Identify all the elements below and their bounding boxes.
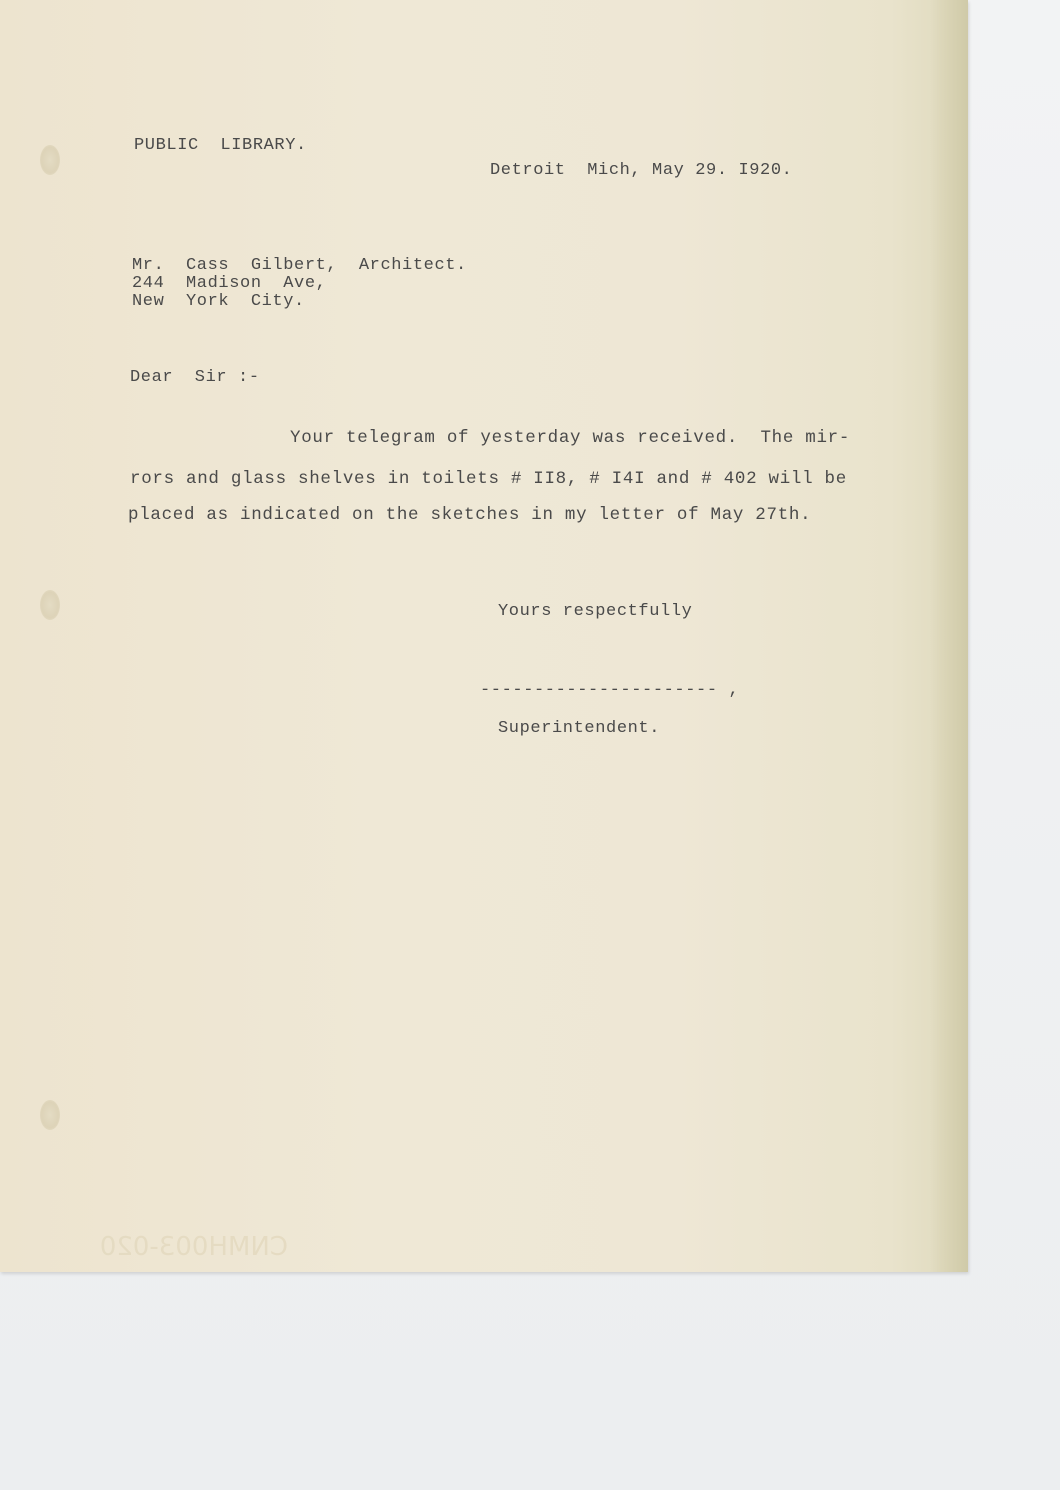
body-line-2: rors and glass shelves in toilets # II8, # I4I and # 402 will be	[130, 469, 847, 489]
body-line-3: placed as indicated on the sketches in my letter of May 27th.	[128, 505, 812, 525]
punch-hole-top	[40, 145, 60, 175]
signature-title: Superintendent.	[498, 719, 661, 738]
punch-hole-middle	[40, 590, 60, 620]
body-line-1: Your telegram of yesterday was received. The mir-	[290, 428, 851, 448]
svg-text:CNMH003-020: CNMH003-020	[99, 1232, 288, 1262]
salutation: Dear Sir :-	[130, 368, 260, 387]
paper-edge-shadow	[930, 0, 968, 1272]
recipient-name: Mr. Cass Gilbert, Architect.	[132, 256, 467, 275]
archive-stamp	[40, 1228, 290, 1264]
recipient-street: 244 Madison Ave,	[132, 274, 327, 293]
recipient-city: New York City.	[132, 292, 305, 311]
dateline: Detroit Mich, May 29. I920.	[490, 161, 793, 180]
closing: Yours respectfully	[498, 602, 693, 621]
signature-line: ---------------------- ,	[480, 681, 740, 700]
institution-heading: PUBLIC LIBRARY.	[134, 136, 307, 155]
punch-hole-bottom	[40, 1100, 60, 1130]
